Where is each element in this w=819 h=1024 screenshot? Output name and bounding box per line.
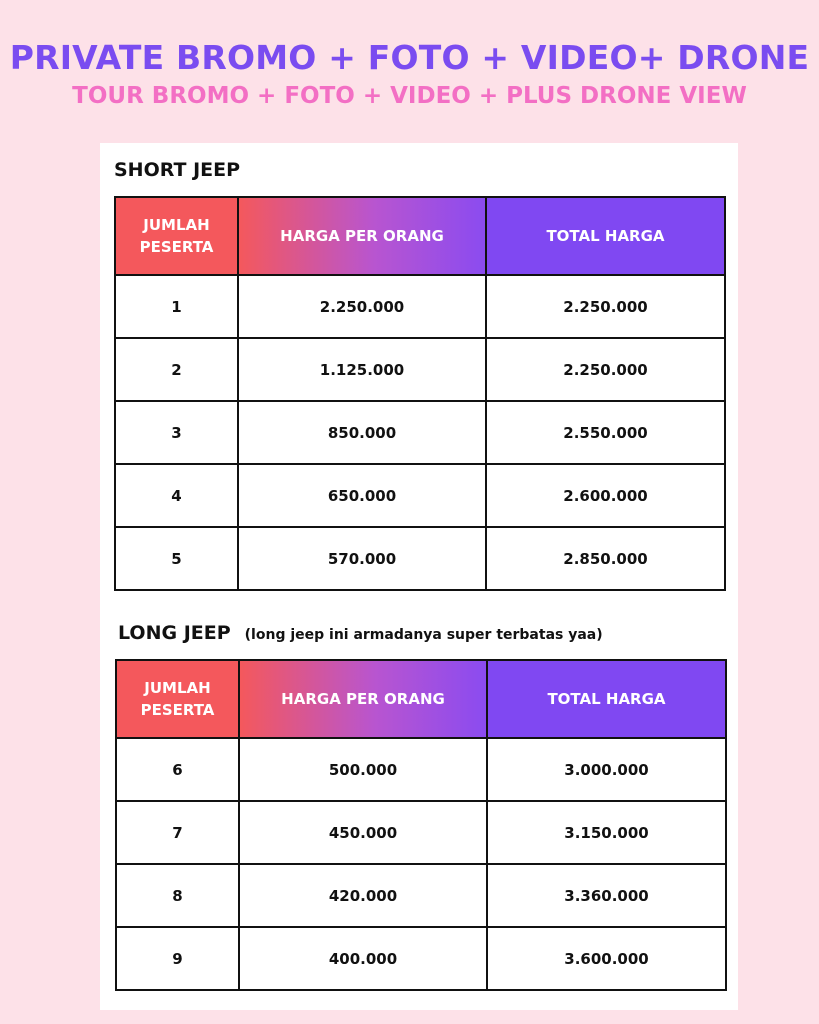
cell-harga-per-orang: 2.250.000 [238, 275, 486, 338]
cell-total-harga: 3.150.000 [487, 801, 726, 864]
cell-harga-per-orang: 500.000 [239, 738, 487, 801]
cell-harga-per-orang: 450.000 [239, 801, 487, 864]
cell-total-harga: 3.600.000 [487, 927, 726, 990]
table-row [115, 338, 725, 401]
cell-total-harga: 3.000.000 [487, 738, 726, 801]
cell-harga-per-orang: 400.000 [239, 927, 487, 990]
page-title: PRIVATE BROMO + FOTO + VIDEO+ DRONE [9, 38, 810, 77]
cell-jumlah-peserta: 1 [115, 275, 238, 338]
short-jeep-heading [114, 159, 240, 181]
cell-harga-per-orang: 570.000 [238, 527, 486, 590]
cell-total-harga: 2.250.000 [486, 275, 725, 338]
cell-jumlah-peserta: 4 [115, 464, 238, 527]
table-row [115, 401, 725, 464]
table-header-row [115, 197, 725, 275]
price-card [100, 143, 738, 1010]
long-jeep-heading [118, 622, 603, 644]
column-header-jumlah-peserta: JUMLAH PESERTA [116, 660, 239, 738]
short-jeep-table [114, 196, 726, 591]
cell-harga-per-orang: 850.000 [238, 401, 486, 464]
column-header-harga-per-orang: HARGA PER ORANG [238, 197, 486, 275]
long-jeep-note: (long jeep ini armadanya super terbatas yaa) [244, 627, 603, 643]
cell-total-harga: 3.360.000 [487, 864, 726, 927]
column-header-harga-per-orang: HARGA PER ORANG [239, 660, 487, 738]
column-header-total-harga: TOTAL HARGA [486, 197, 725, 275]
cell-total-harga: 2.850.000 [486, 527, 725, 590]
table-header-row [116, 660, 726, 738]
cell-jumlah-peserta: 7 [116, 801, 239, 864]
short-jeep-title: SHORT JEEP [114, 159, 241, 181]
long-jeep-title: LONG JEEP [118, 622, 231, 644]
cell-total-harga: 2.550.000 [486, 401, 725, 464]
cell-jumlah-peserta: 9 [116, 927, 239, 990]
cell-jumlah-peserta: 8 [116, 864, 239, 927]
table-row [116, 864, 726, 927]
table-row [115, 527, 725, 590]
cell-jumlah-peserta: 3 [115, 401, 238, 464]
table-row [116, 801, 726, 864]
cell-harga-per-orang: 420.000 [239, 864, 487, 927]
table-row [115, 275, 725, 338]
column-header-jumlah-peserta: JUMLAH PESERTA [115, 197, 238, 275]
cell-jumlah-peserta: 6 [116, 738, 239, 801]
cell-total-harga: 2.600.000 [486, 464, 725, 527]
cell-harga-per-orang: 650.000 [238, 464, 486, 527]
page-subtitle: TOUR BROMO + FOTO + VIDEO + PLUS DRONE VIEW [72, 83, 747, 109]
table-row [115, 464, 725, 527]
table-row [116, 927, 726, 990]
cell-harga-per-orang: 1.125.000 [238, 338, 486, 401]
cell-jumlah-peserta: 5 [115, 527, 238, 590]
table-row [116, 738, 726, 801]
long-jeep-table [115, 659, 727, 991]
cell-jumlah-peserta: 2 [115, 338, 238, 401]
cell-total-harga: 2.250.000 [486, 338, 725, 401]
column-header-total-harga: TOTAL HARGA [487, 660, 726, 738]
